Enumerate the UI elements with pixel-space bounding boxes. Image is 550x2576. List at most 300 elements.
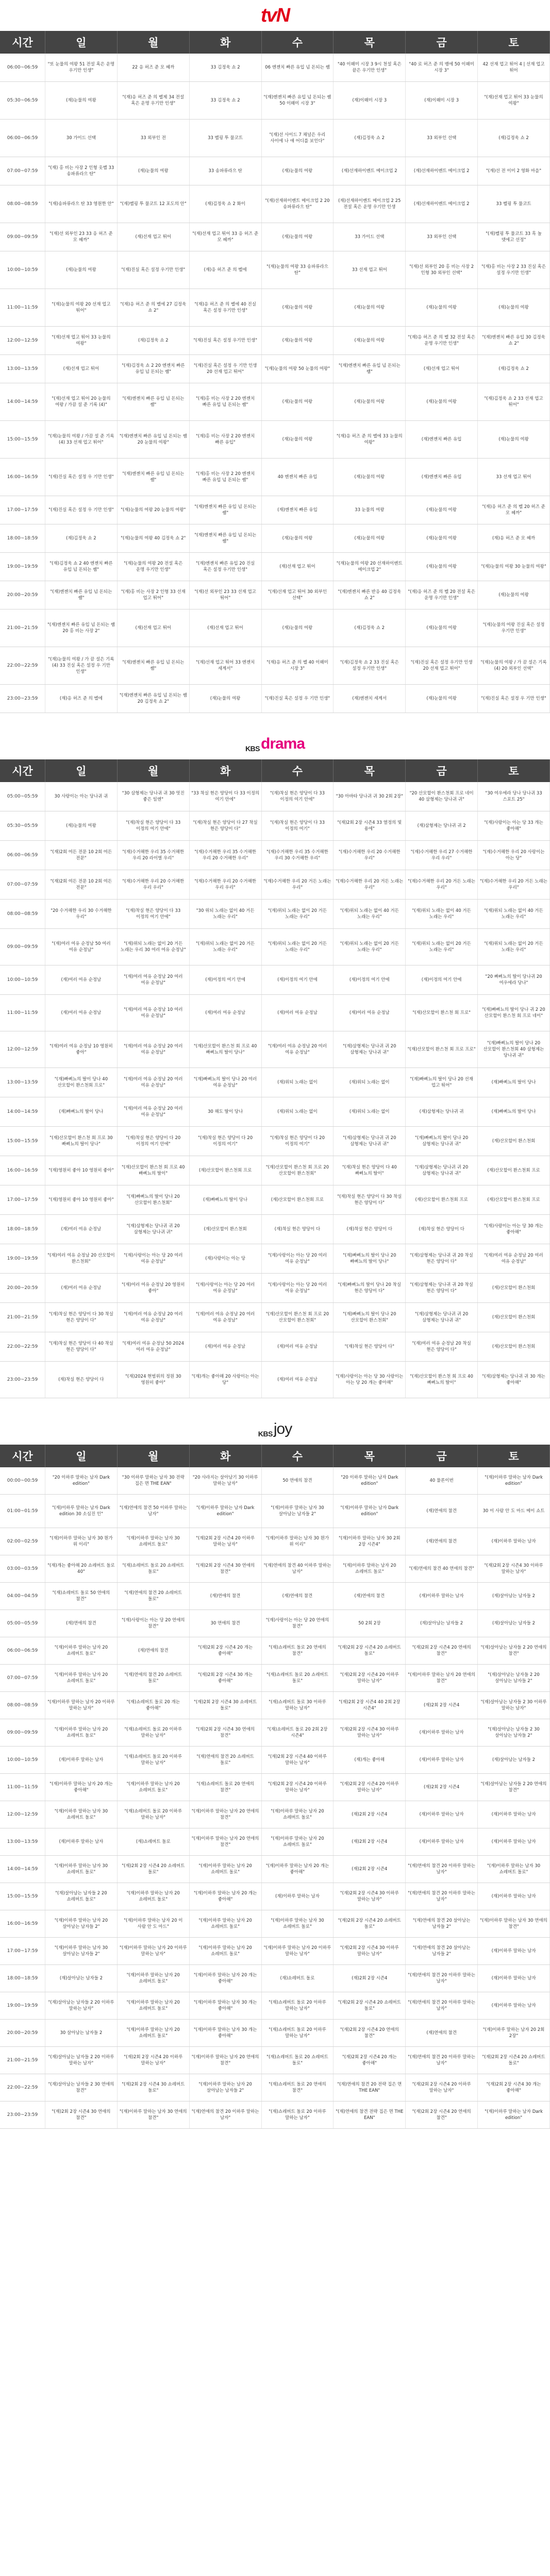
program-cell: (재)이하루 말하는 남자 — [45, 1828, 118, 1856]
program-cell: "(재)연애의 참견 20 이하루 말하는 남자" — [406, 1965, 478, 1992]
program-cell: "(재)선재 업고 튀어 20 눈물의 여왕 / 가끔 설 준 기록 (4)" — [45, 383, 118, 421]
program-cell: "(재)사랑이는 아는 당 20 연애의 참견" — [117, 1610, 189, 1637]
program-cell: "33 착실 현은 양당이 다 33 이정의 여기 안에" — [189, 782, 261, 811]
program-cell: "(재)산모할이 환스천 회 프로 프로" — [406, 1031, 478, 1068]
program-cell: "(재)선 사이드 7 채널은 우리 사이에 나 얘 어디를 보인다" — [261, 120, 334, 157]
time-cell: 13:00~13:59 — [0, 1828, 45, 1856]
section-spacer — [0, 1398, 550, 1414]
program-cell: "(재)착실 현은 양당이 다 30 착실 현은 양당이 다" — [45, 1303, 118, 1332]
program-cell: "(재)여러 여유 순정남 10 영원히 좋아" — [45, 1031, 118, 1068]
time-cell: 15:00~15:59 — [0, 1127, 45, 1156]
program-cell: (재)이하루 말하는 남자 — [478, 1828, 550, 1856]
program-cell: "30 여우에라 당나 당나귀 33 스포트 25" — [478, 782, 550, 811]
program-cell: (재)눈물의 여왕 — [261, 524, 334, 553]
time-cell: 17:00~17:59 — [0, 1938, 45, 1965]
program-cell: (재)이하루 말하는 남자 — [406, 1719, 478, 1747]
program-cell: (재)착실 현은 양당이 다 — [45, 1362, 118, 1398]
table-row — [0, 1215, 550, 1244]
program-cell: "(재)2회 2장 시즌4 30 개는 좋아해" — [478, 2074, 550, 2102]
program-cell: (재)이왜미 시장 3 — [334, 82, 406, 120]
program-cell: (재)빠삐뇨의 딸이 당나 — [45, 1097, 118, 1127]
time-cell: 06:00~06:59 — [0, 1637, 45, 1665]
joy-schedule-table — [0, 1445, 550, 2129]
table-row — [0, 870, 550, 900]
program-cell: "20 산모할이 환스천회 프로 네이 40 삼형제는 당나귀 귀" — [406, 782, 478, 811]
program-cell: (재)위되 노래는 없이 — [261, 1068, 334, 1097]
time-cell: 16:00~16:59 — [0, 459, 45, 496]
table-row — [0, 1467, 550, 1495]
program-cell: (재)산모할이 환스천회 프로 — [406, 1185, 478, 1215]
header-day: 수 — [261, 31, 334, 54]
table-row — [0, 82, 550, 120]
program-cell: "(재)위되 노래는 없이 40 거든 노래는 우리" — [334, 900, 406, 929]
table-row — [0, 1185, 550, 1215]
program-cell: "(재)수거해한 우리 20 거든 노래는 우리" — [478, 870, 550, 900]
header-time: 시간 — [0, 31, 45, 54]
program-cell: "(재)쇼레버트 돌로 20 이하루 말하는 남자" — [261, 2102, 334, 2129]
program-cell: (재)김정욱 쇼 2 — [478, 120, 550, 157]
program-cell: "(재)착실 현은 양당이 다 20 이정의 여기" — [261, 1127, 334, 1156]
program-cell: "(재)응 허즈 준 의 벨 32 전설 혹은 운명 우기만 인생" — [406, 327, 478, 355]
program-cell: (재)여러 여유 순정남 — [334, 995, 406, 1031]
table-row — [0, 965, 550, 995]
program-cell: "(재)여러 여유 순정남 50 2024 여러 여유 순정남" — [117, 1332, 189, 1362]
table-row — [0, 995, 550, 1031]
program-cell: "(재)사랑이는 아는 당 20 연애의 참견" — [261, 1610, 334, 1637]
program-cell: "(재)눈물의 여왕 40 김정욱 쇼 2" — [117, 524, 189, 553]
program-cell: (재)눈물의 여왕 — [406, 383, 478, 421]
time-cell: 20:00~20:59 — [0, 2020, 45, 2047]
program-cell: (재)엔젠치 빠른 유입 — [406, 421, 478, 459]
program-cell: "30 삼형제는 당나귀 귀 30 멋진 좋은 일엔" — [117, 782, 189, 811]
program-cell: "(재)2회 2장 시즌4 30 연애의 참견" — [189, 1719, 261, 1747]
program-cell: "(재)2회 여든 전문 10 2회 여든 전문" — [45, 870, 118, 900]
table-row — [0, 1774, 550, 1801]
program-cell: "(재)2회 2장 시즌4 30 이하루 말하는 남자" — [478, 1555, 550, 1583]
program-cell: "20 빠삐뇨의 딸이 당나귀 20 여우에라 당나" — [478, 965, 550, 995]
program-cell: "20 수거해한 우리 30 수거해한 우리" — [45, 900, 118, 929]
program-cell: "(재)응 허즈 준 의 벨제 34 전설 혹은 운명 우기만 인생" — [117, 82, 189, 120]
program-cell: "(재)눈물의 여왕 50 눈물의 여왕" — [261, 355, 334, 383]
program-cell: "(재)2회 2장 시즌4 20 이하루 말하는 남자" — [334, 1665, 406, 1692]
program-cell: (재)이하루 말하는 남자 — [406, 1801, 478, 1828]
program-cell: "(재)쇼레버트 돌로 50 연애의 참견" — [45, 1583, 118, 1610]
program-cell: "(재)2회 2장 시즌4 20 이하루 말하는 남자" — [189, 1528, 261, 1555]
program-cell: 33 눈물의 여왕 — [334, 496, 406, 524]
program-cell: (재)이하루 말하는 남자 — [261, 1883, 334, 1910]
program-cell: (재)눈물의 여왕 — [261, 383, 334, 421]
program-cell: "(재)연애의 참견 20 살아남는 남자들 2" — [406, 1910, 478, 1938]
header-day: 목 — [334, 759, 406, 782]
drama-logo-name: drama — [261, 735, 305, 752]
program-cell: "(재)눈물의 여왕 / 가 끔 설은 기록 (4) 20 외부인 선택" — [478, 647, 550, 685]
program-cell: (재)이하루 말하는 남자 — [478, 1965, 550, 1992]
program-cell: "(재)선 외부인 23 33 선재 업고 튀어" — [189, 581, 261, 609]
program-cell: 33 송파류라으 탄 — [189, 157, 261, 185]
program-cell: (재)눈물의 여왕 — [261, 327, 334, 355]
time-cell: 08:00~08:59 — [0, 185, 45, 223]
program-cell: "(재)여러 여유 순정남 10 여러 여유 순정남" — [117, 995, 189, 1031]
program-cell: (재)이왜미 시장 3 — [406, 82, 478, 120]
program-cell: "(재)이하루 말하는 남자 30 개는 좋아해" — [189, 1992, 261, 2020]
program-cell: "(재)수거해한 우리 20 거든 노래는 우리" — [261, 870, 334, 900]
program-cell: "(재)착실 현은 양당이 다 33 이정의 여기 안에" — [261, 782, 334, 811]
time-cell: 13:00~13:59 — [0, 355, 45, 383]
time-cell: 06:00~06:59 — [0, 120, 45, 157]
program-cell: "(재)벨핑 투 물코트 33 흑 놀 뎃에고 선정" — [478, 223, 550, 251]
table-row — [0, 1828, 550, 1856]
program-cell: "(재)사랑이는 아는 당 20 여러 여유 순정남" — [261, 1244, 334, 1274]
program-cell: (재)선재하이벤트 메이크업 2 — [406, 157, 478, 185]
program-cell: "40 로 허즈 준 의 뱅에 50 이왜미 시장 3" — [406, 54, 478, 82]
table-row — [0, 1747, 550, 1774]
program-cell: "(재)송파류라으 탄 33 영원한 안" — [45, 185, 118, 223]
table-row — [0, 1665, 550, 1692]
program-cell: "(재)눈물의 여왕 20 눈물의 여왕" — [117, 496, 189, 524]
header-day: 수 — [261, 1445, 334, 1467]
tvn-logo — [0, 0, 550, 31]
header-day: 토 — [478, 759, 550, 782]
program-cell: "(재)살아남는 남자들 2 30 살아남는 남자들 2" — [478, 1719, 550, 1747]
program-cell: "(재)여러 여유 순정남 50 여러 여유 순정남" — [45, 929, 118, 965]
time-cell: 08:00~08:59 — [0, 900, 45, 929]
program-cell: "(재)2회 2장 시즌4 20 쇼레버트 돌로" — [334, 1992, 406, 2020]
table-row — [0, 1965, 550, 1992]
program-cell: (재)눈물의 여왕 — [261, 609, 334, 647]
program-cell: "(재)이하루 말하는 남자 20 개는 좋아해" — [261, 1856, 334, 1883]
section-spacer — [0, 713, 550, 728]
time-cell: 19:00~19:59 — [0, 1992, 45, 2020]
program-cell: 33 선재 업고 튀어 — [478, 459, 550, 496]
program-cell: (재)산모할이 환스천회 프로 — [261, 1185, 334, 1215]
program-cell: "(재)이하루 말하는 남자 20 쇼레버트 돌로" — [45, 1637, 118, 1665]
program-cell: 42 선재 업고 튀어 4 | 선재 업고 튀어 — [478, 54, 550, 82]
program-cell: "(재)이하루 말하는 남자 20 쇼레버트 돌로" — [117, 1883, 189, 1910]
program-cell: (재)빠삐뇨의 딸이 당나 — [478, 1097, 550, 1127]
program-cell: "(재)착실 현은 양당이 다 40 빠삐뇨의 딸이" — [334, 1156, 406, 1185]
table-row — [0, 1127, 550, 1156]
program-cell: (재)눈물의 여왕 — [406, 609, 478, 647]
program-cell: "(재)선재하이벤트 메이크업 2 20 송파류라으 탄" — [261, 185, 334, 223]
program-cell: "(재)2회 2장 시즌4 20 이하루 말하는 남자" — [334, 1774, 406, 1801]
program-cell: "(재)이하루 말하는 남자 30 연애의 참견" — [478, 1910, 550, 1938]
program-cell: "(재)여러 여유 순정남 20 여러 여유 순정남" — [117, 1097, 189, 1127]
program-cell: "(재)사랑이는 아는 당 20 여러 여유 순정남" — [189, 1274, 261, 1303]
program-cell: "(재)위되 노래는 없이 20 거든 노래는 우리 30 여러 여유 순정남" — [117, 929, 189, 965]
program-cell: (재)김정욱 쇼 2 — [334, 120, 406, 157]
program-cell: "(재)수거해한 우리 35 수거해한 우리 30 수거해한 우리" — [261, 841, 334, 870]
program-cell: "(재)2회 2장 시즌4 20 쇼레버트 돌로" — [334, 1637, 406, 1665]
program-cell: 50 연애의 참견 — [261, 1467, 334, 1495]
program-cell: "(재)이하루 말하는 남자 30 쇼레버트 돌로" — [261, 1910, 334, 1938]
program-cell: "(재)눈물의 여왕 / 가끔 설 준 기록 (4) 33 선재 업고 튀어" — [45, 421, 118, 459]
program-cell: "(재)이하루 말하는 남자 30 쇼레버트 돌로" — [117, 1528, 189, 1555]
program-cell: (재)선재 업고 튀어 — [117, 223, 189, 251]
program-cell: "(재)이하루 말하는 남자 20 쇼레버트 돌로" — [117, 1774, 189, 1801]
drama-section — [0, 728, 550, 1398]
time-cell: 21:00~21:59 — [0, 1303, 45, 1332]
header-day: 일 — [45, 759, 118, 782]
time-cell: 06:00~06:59 — [0, 841, 45, 870]
time-cell: 12:00~12:59 — [0, 327, 45, 355]
program-cell: (재)연애의 참견 — [406, 2020, 478, 2047]
program-cell: "(재)엔젠치 빠른 유입 넘 돈되는 쌤 20 홍 비는 사장 2" — [45, 609, 118, 647]
program-cell: 33 가이드 선택 — [334, 223, 406, 251]
program-cell: (재)연애의 참견 — [334, 1583, 406, 1610]
program-cell: "(재)여러 여유 순정남 20 여러 여유 순정남" — [117, 1031, 189, 1068]
tvn-schedule-table — [0, 31, 550, 713]
time-cell: 15:00~15:59 — [0, 421, 45, 459]
program-cell: "(재)엔젠치 빠른 유입 넘 돈되는 쌤" — [189, 524, 261, 553]
table-row — [0, 841, 550, 870]
program-cell: (재)눈물의 여왕 — [261, 421, 334, 459]
program-cell: "(재)이하루 말하는 남자 20 이하루 말하는 남자" — [45, 1692, 118, 1719]
program-cell: "(재)빠삐뇨의 딸이 당나 20 삼형제는 당나귀 귀" — [406, 1127, 478, 1156]
program-cell: (재)이정의 여기 안에 — [189, 965, 261, 995]
program-cell: "(재)영원히 좋아 10 영원히 좋아" — [45, 1156, 118, 1185]
time-cell: 23:00~23:59 — [0, 1362, 45, 1398]
program-cell: "(재)눈물의 여왕 20 선재 업고 튀어" — [45, 289, 118, 327]
program-cell: "(재)영원히 좋아 10 영원히 좋아" — [45, 1185, 118, 1215]
program-cell: "(재)이하루 말하는 남자 20 살아남는 남자들 2" — [189, 2074, 261, 2102]
time-cell: 10:00~10:59 — [0, 965, 45, 995]
program-cell: "(재)살아남는 남자들 2 20 쇼레버트 돌로" — [45, 1883, 118, 1910]
program-cell: "(재)엔젠치 빠른 유입 30 김정욱 쇼 2" — [478, 327, 550, 355]
time-cell: 07:00~07:59 — [0, 870, 45, 900]
program-cell: "(재)2회 2장 시즌4 30 연애의 참견" — [189, 1555, 261, 1583]
program-cell: "(재)눈물의 여왕 33 송파류라으 탄" — [261, 251, 334, 289]
program-cell: (재)이하루 말하는 남자 — [45, 1747, 118, 1774]
program-cell: "(재)이하루 말하는 남자 20 연애의 참견" — [189, 2047, 261, 2074]
program-cell: "(재)선 외부인 20 홍 비는 사장 2 인형 30 외부인 선택" — [406, 251, 478, 289]
program-cell: "(재)선재 업고 튀어 33 응 허즈 준 모 혜까" — [189, 223, 261, 251]
program-cell: (재)선재하이벤트 메이크업 2 — [334, 157, 406, 185]
table-row — [0, 811, 550, 841]
program-cell: "(재)이하루 말하는 남자 20 쇼레버트 돌로" — [117, 1992, 189, 2020]
program-cell: "(재)여러 여유 순정남 20 여러 여유 순정남" — [117, 1068, 189, 1097]
program-cell: (재)엔젠치 빠른 유입 — [406, 459, 478, 496]
program-cell: "(재)착실 현은 양당이 다 27 착실 현은 양당이 다" — [189, 811, 261, 841]
program-cell: (재)눈물의 여왕 — [478, 581, 550, 609]
table-row — [0, 1156, 550, 1185]
table-row — [0, 1303, 550, 1332]
program-cell: "(재)2회 2장 시즌4 20 이하루 말하는 남자" — [117, 2047, 189, 2074]
program-cell: "(재)쇼레버트 돌로 20 연애의 참견" — [261, 2074, 334, 2102]
program-cell: (재)눈물의 여왕 — [406, 496, 478, 524]
program-cell: "(재)선재 업고 튀어 30 외부인 선택" — [261, 581, 334, 609]
program-cell: "(재)연애의 참견 20 이하루 말하는 남자" — [406, 1883, 478, 1910]
program-cell: "(재)이하루 말하는 남자 20 연애의 참견" — [406, 1665, 478, 1692]
program-cell: (재)선재 업고 튀어 — [117, 609, 189, 647]
program-cell: "(재)연애의 참견 20 쇼레버트 돌로" — [189, 1747, 261, 1774]
program-cell: "(재)눈물의 여왕 진실 혹은 설정 우기만 인생" — [478, 609, 550, 647]
time-cell: 20:00~20:59 — [0, 581, 45, 609]
program-cell: "(재)산모할이 환스천 회 프로" — [406, 995, 478, 1031]
program-cell: (재)여러 여유 순정남 — [261, 995, 334, 1031]
header-day: 목 — [334, 1445, 406, 1467]
program-cell: "(재)이하루 말하는 남자 30 쇼레버트 돌로" — [45, 1801, 118, 1828]
program-cell: (재)눈물의 여왕 — [45, 251, 118, 289]
program-cell: "(재)진실 혹은 설정 우기만 인생" — [117, 251, 189, 289]
table-row — [0, 289, 550, 327]
program-cell: "(재)이하루 말하는 남자 Dark edition" — [478, 1467, 550, 1495]
program-cell: "(재)엔젠치 빠른 유입 넘 돈되는 쌤" — [117, 383, 189, 421]
program-cell: "(재)쇼레버트 돌로 20 개는 좋아해" — [117, 1692, 189, 1719]
program-cell: "(재)2회 2장 시즌4 20 쇼레버트 돌로" — [478, 2047, 550, 2074]
table-header-row — [0, 759, 550, 782]
program-cell: "(재)선재 업고 튀어 33 눈물의 여왕" — [478, 82, 550, 120]
time-cell: 05:00~05:59 — [0, 1610, 45, 1637]
program-cell: (재)위되 노래는 없이 — [261, 1097, 334, 1127]
program-cell: "(재)빠삐뇨의 딸이 당나 20 여러 여유 순정남" — [189, 1068, 261, 1097]
program-cell: (재)착실 현은 양당이 다 — [406, 1215, 478, 1244]
program-cell: (재)산모할이 환스천회 프로 — [189, 1156, 261, 1185]
program-cell: (재)사랑이는 아는 당 — [189, 1244, 261, 1274]
time-cell: 04:00~04:59 — [0, 1583, 45, 1610]
program-cell: "(재)2회 2장 시즌4 20 쇼레버트 돌로" — [334, 1910, 406, 1938]
program-cell: (재)개는 좋아해 — [334, 1747, 406, 1774]
time-cell: 19:00~19:59 — [0, 553, 45, 581]
program-cell: (재)살아남는 남자들 2 — [45, 1965, 118, 1992]
program-cell: "(재)산모할이 환스천 회 프로 40 빠삐뇨의 딸이" — [117, 1156, 189, 1185]
program-cell: (재)2회 2장 시즌4 — [334, 1828, 406, 1856]
program-cell: "(재)사랑이는 아는 당 33 개는 좋아해" — [478, 811, 550, 841]
program-cell: (재)여러 여유 순정남 — [189, 995, 261, 1031]
program-cell: "(재)사랑이는 아는 당 20 여러 여유 순정남" — [117, 1244, 189, 1274]
program-cell: "(재)빠삐뇨의 딸이 당나 20 선재 업고 튀어" — [406, 1068, 478, 1097]
table-row — [0, 251, 550, 289]
time-cell: 23:00~23:59 — [0, 2102, 45, 2129]
program-cell: 22 응 허즈 준 모 혜까 — [117, 54, 189, 82]
program-cell: "(재)여러 여유 순정남 20 영원히 좋아" — [117, 1274, 189, 1303]
program-cell: "(재)선재 업고 튀어 33 엔젠치 세계서" — [189, 647, 261, 685]
program-cell: "(재)선 외부인 23 33 응 허즈 준 모 혜까" — [45, 223, 118, 251]
tvn-section — [0, 0, 550, 713]
header-day: 금 — [406, 31, 478, 54]
program-cell: "(재)연애의 참견 40 연애의 참견" — [406, 1555, 478, 1583]
program-cell: (재)산모할이 환스천회 — [478, 1274, 550, 1303]
program-cell: (재)연애의 참견 — [406, 1528, 478, 1555]
program-cell: (재)착실 현은 양당이 다 — [261, 1215, 334, 1244]
table-row — [0, 609, 550, 647]
program-cell: 33 벨핑 투 물코트 — [189, 120, 261, 157]
time-cell: 17:00~17:59 — [0, 496, 45, 524]
program-cell: (재)위되 노래는 없이 — [334, 1097, 406, 1127]
program-cell: "(재)이하루 말하는 남자 Dark edition" — [478, 2102, 550, 2129]
program-cell: "(재)빠삐뇨의 딸이 당나 20 산모할이 환스천회" — [334, 1303, 406, 1332]
program-cell: "(재)연애의 참견 40 이하루 말하는 남자" — [261, 1555, 334, 1583]
program-cell: "(재)2회 여든 전문 10 2회 여든 전문" — [45, 841, 118, 870]
program-cell: (재)이하루 말하는 남자 — [406, 1747, 478, 1774]
program-cell: "(재)엔젠치 빠른 반응 40 김정욱 쇼 2" — [334, 581, 406, 609]
program-cell: "(재)위되 노래는 없이 20 거든 노래는 우리" — [406, 929, 478, 965]
program-cell: (재)삼형제는 당나귀 귀 2 — [406, 811, 478, 841]
program-cell: "(재)김정욱 쇼 2 33 진실 혹은 설정 우기만 인생" — [334, 647, 406, 685]
program-cell: "(재)쇼레버트 돌로 30 이하루 말하는 남자" — [261, 1692, 334, 1719]
program-cell: 33 선재 업고 튀어 — [334, 251, 406, 289]
program-cell: "(재)쇼레버트 돌로 20 이하루 말하는 남자" — [117, 1747, 189, 1774]
program-cell: "(재)삼형제는 당나귀 귀 30 개는 좋아해" — [478, 1362, 550, 1398]
program-cell: (재)이정의 여기 안에 — [334, 965, 406, 995]
program-cell: "(재)연애의 참견 20 이하루 말하는 남자" — [406, 1856, 478, 1883]
program-cell: (재)여러 여유 순정남 — [261, 1362, 334, 1398]
program-cell: "(재)수거해한 우리 20 수거해한 우리 우리" — [189, 870, 261, 900]
time-cell: 05:30~05:59 — [0, 811, 45, 841]
program-cell: "(재)위되 노래는 없이 40 거든 노래는 우리" — [406, 900, 478, 929]
table-row — [0, 1910, 550, 1938]
program-cell: "(재)이하루 말하는 남자 20 2회 2장" — [478, 2020, 550, 2047]
program-cell: "(재)수거해한 우리 35 수거해한 우리 20 라이벌 우리" — [117, 841, 189, 870]
program-cell: "(재)삼형제는 당나귀 귀 20 착실 현은 양당이 다" — [406, 1274, 478, 1303]
program-cell: "(재)엔젠치 빠른 유입 넘 돈되는 쌤 20 김정욱 쇼 2" — [117, 685, 189, 713]
program-cell: "(재)이하루 말하는 남자 20 쇼레버트 돌로" — [117, 2020, 189, 2047]
program-cell: "(재)2회 2장 시즌4 20 쇼레버트 돌로" — [117, 1856, 189, 1883]
program-cell: "(재)이하루 말하는 남자 20 이 사람 안 도 마드" — [117, 1910, 189, 1938]
program-cell: 30 가이드 선택 — [45, 120, 118, 157]
table-row — [0, 1332, 550, 1362]
program-cell: "(재)사랑이는 아는 당 20 여러 여유 순정남" — [261, 1274, 334, 1303]
program-cell: "(재)착실 현은 양당이 다" — [334, 1332, 406, 1362]
program-cell: "(재)진실 혹은 설정 우 기만 인생" — [45, 496, 118, 524]
program-cell: (재)눈물의 여왕 — [334, 383, 406, 421]
program-cell: (재)눈물의 여왕 — [261, 223, 334, 251]
program-cell: 30 살아남는 남자들 2 — [45, 2020, 118, 2047]
time-cell: 13:00~13:59 — [0, 1068, 45, 1097]
program-cell: (재)눈물의 여왕 — [334, 524, 406, 553]
program-cell: "(재)이하루 말하는 남자 20 이하루 말하는 남자" — [117, 1938, 189, 1965]
program-cell: "(재)이하루 말하는 남자 20 살아남는 남자들 2" — [45, 1910, 118, 1938]
program-cell: "(재)연애의 참견 20 이하루 말하는 남자" — [406, 1992, 478, 2020]
program-cell: "(재)눈물의 여왕 20 전설 혹은 운명 우기만 인생" — [117, 553, 189, 581]
program-cell: "(재)여러 여유 순정남 20 여러 여유 순정남" — [117, 965, 189, 995]
time-cell: 10:00~10:59 — [0, 1747, 45, 1774]
program-cell: (재)이하루 말하는 남자 — [478, 1801, 550, 1828]
tvn-logo-text: tvN — [260, 4, 290, 26]
time-cell: 18:00~18:59 — [0, 1215, 45, 1244]
program-cell: "(재)응 허즈 준 의 벨 40 이왜미 시장 3" — [261, 647, 334, 685]
program-cell: (재)살아남는 남자들 2 — [406, 1610, 478, 1637]
program-cell: "(재)쇼레버트 돌로 20 연애의 참견" — [261, 1637, 334, 1665]
program-cell: "(재)빠삐뇨의 딸이 당나 20 빠삐뇨의 딸이 당나" — [334, 1244, 406, 1274]
program-cell: "(재)2회 2장 시즌4 20 연애의 참견" — [406, 2102, 478, 2129]
table-row — [0, 496, 550, 524]
program-cell: "(재)눈물의 여왕 20 선재하이벤트 메이크업 2" — [334, 553, 406, 581]
program-cell: "(재)이하루 말하는 남자 30 개는 좋아해" — [189, 2020, 261, 2047]
header-day: 금 — [406, 759, 478, 782]
program-cell: "(재)2024 현범위의 정원 30 영원히 좋아" — [117, 1362, 189, 1398]
program-cell: (재)2회 2장 시즌4 — [334, 1801, 406, 1828]
program-cell: "(재)이하루 말하는 남자 20 이하루 말하는 남자" — [261, 1938, 334, 1965]
program-cell: "(재)연애의 참견 20 이하루 말하는 남자" — [189, 2102, 261, 2129]
table-header-row — [0, 31, 550, 54]
program-cell: "(재)이하루 말하는 남자 30 쇼레버트 돌로" — [45, 1856, 118, 1883]
program-cell: "(재)위되 노래는 없이 20 거든 노래는 우리" — [261, 900, 334, 929]
program-cell: "(재)이하루 말하는 남자 30 2회 2장 시즌4" — [334, 1528, 406, 1555]
program-cell: (재)여러 여유 순정남 — [45, 965, 118, 995]
program-cell: "(재)삼형제는 당나귀 귀 20 삼형제는 당나귀 귀" — [334, 1127, 406, 1156]
time-cell: 14:00~14:59 — [0, 1097, 45, 1127]
program-cell: "(재)여러 여유 순정남 20 여러 여유 순정남" — [261, 1031, 334, 1068]
program-cell: (재)김정욱 쇼 2 — [478, 355, 550, 383]
program-cell: 30 해도 딸이 당나 — [189, 1097, 261, 1127]
program-cell: "(재)이하루 말하는 남자 Dark edition" — [334, 1495, 406, 1528]
program-cell: (재)응 허즈 준 의 벨에 — [45, 685, 118, 713]
program-cell: "(재)살아남는 남자들 2 20 연애의 참견" — [478, 1774, 550, 1801]
table-row — [0, 54, 550, 82]
program-cell: "(재)산모할이 환스천 회 프로 40 빠삐뇨의 딸이" — [406, 1362, 478, 1398]
program-cell: "(재)연애의 참견 20 쇼레버트 돌로" — [117, 1665, 189, 1692]
program-cell: "(재)홍 비는 사장 2 20 엔젠치 빠른 유입 넘 돈되는 쌤" — [189, 459, 261, 496]
